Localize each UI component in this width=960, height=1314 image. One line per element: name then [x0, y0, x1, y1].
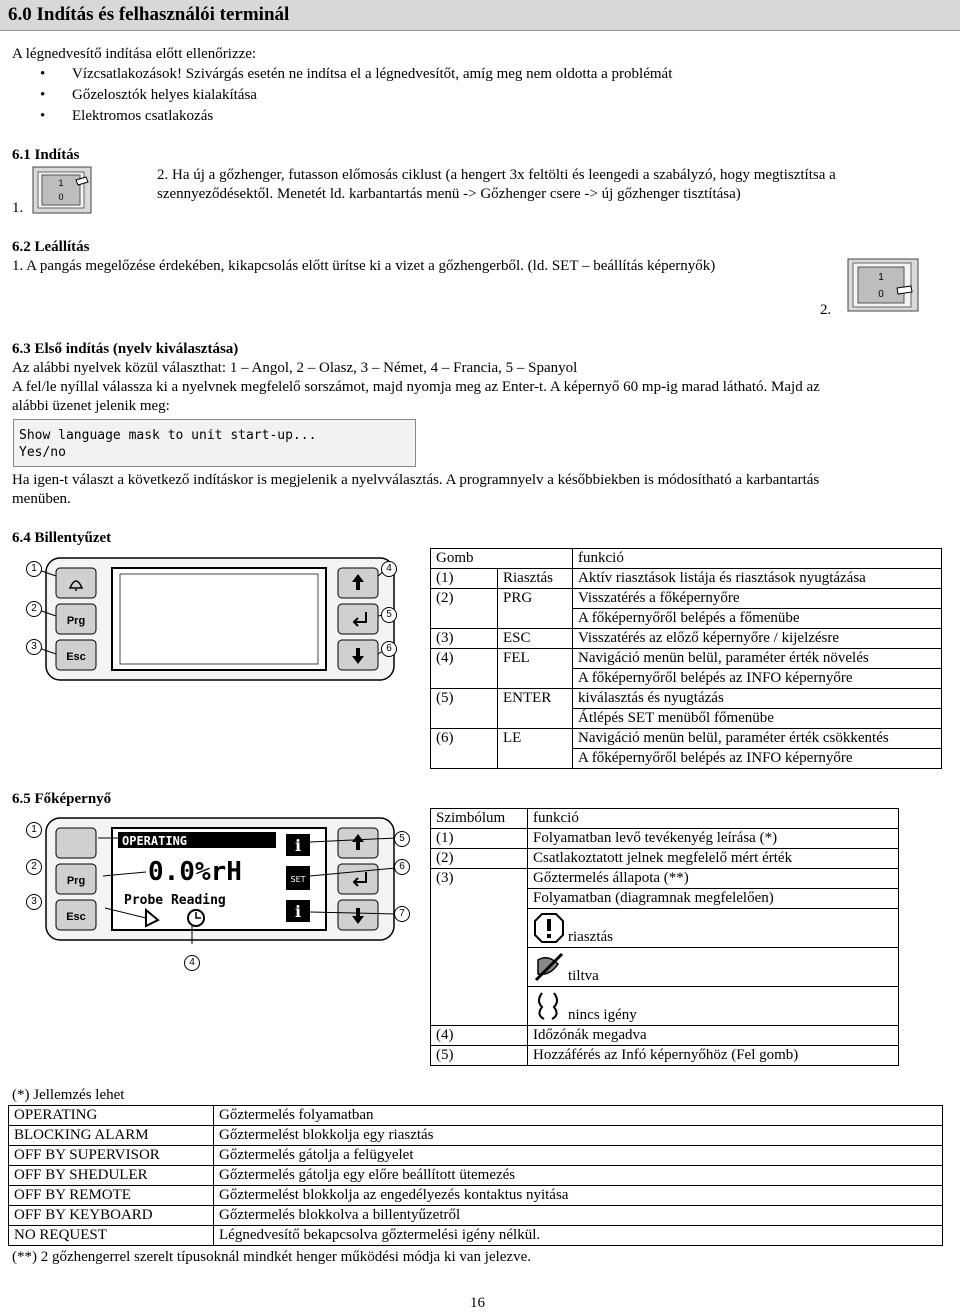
power-switch-off-icon	[847, 258, 919, 312]
table-row: A főképernyőről belépés a főmenübe	[431, 609, 942, 629]
table-row: (2) Csatlakoztatott jelnek megfelelő mért érték	[431, 849, 899, 869]
table-row: (2) PRG Visszatérés a főképernyőre	[431, 589, 942, 609]
table-header-cell: Szimbólum	[431, 809, 528, 829]
heading-6-3: 6.3 Első indítás (nyelv kiválasztása)	[12, 341, 239, 357]
check-list	[40, 64, 672, 127]
callout-3: 3	[26, 894, 42, 910]
table-header-cell: funkció	[573, 549, 942, 569]
symbol-row-no-request: nincs igény	[528, 987, 899, 1026]
table-row: OFF BY SHEDULER Gőztermelés gátolja egy előre beállított ütemezés	[9, 1166, 943, 1186]
table-row: (5) ENTER kiválasztás és nyugtázás	[431, 689, 942, 709]
callout-6: 6	[381, 641, 397, 657]
shutdown-step-2: 2.	[820, 302, 832, 318]
table-row: (4) Időzónák megadva	[431, 1026, 899, 1046]
table-row: (3) ESC Visszatérés az előző képernyőre / kijelzésre	[431, 629, 942, 649]
table-header-cell: funkció	[528, 809, 899, 829]
callout-5: 5	[381, 607, 397, 623]
callout-4: 4	[184, 955, 200, 971]
callout-1: 1	[26, 561, 42, 577]
table-row: (3) Gőztermelés állapota (**)	[431, 869, 899, 889]
page-number: 16	[470, 1295, 485, 1311]
heading-6-1: 6.1 Indítás	[12, 147, 80, 163]
switch-on-label: 1	[878, 272, 884, 283]
language-after-text-cont: menüben.	[12, 491, 71, 507]
svg-text:i: i	[294, 902, 302, 921]
table-row: (1) Folyamatban levő tevékenyég leírása (*)	[431, 829, 899, 849]
switch-on-label: 1	[58, 178, 64, 188]
shutdown-step-1: 1. A pangás megelőzése érdekében, kikapcsolás előtt ürítse ki a vizet a gőzhengerből. (ld. SET – beállítás képernyők)	[12, 258, 716, 274]
esc-key-label: Esc	[66, 911, 86, 923]
table-header-row	[431, 809, 899, 829]
symbol-row-alarm: riasztás	[528, 909, 899, 948]
callout-7: 7	[394, 906, 410, 922]
switch-off-label: 0	[58, 192, 64, 202]
table-row: A főképernyőről belépés az INFO képernyőre	[431, 749, 942, 769]
table-row	[431, 948, 899, 987]
step-2-text-line2: szennyeződésektől. Menetét ld. karbantartás menü -> Gőzhenger csere -> új gőzhenger tisztítása)	[157, 186, 741, 202]
check-item: • Elektromos csatlakozás	[40, 106, 672, 127]
table-row: (1) Riasztás Aktív riasztások listája és riasztások nyugtázása	[431, 569, 942, 589]
table-header-row	[431, 549, 942, 569]
page-title: 6.0 Indítás és felhasználói terminál	[8, 4, 290, 25]
callout-3: 3	[26, 639, 42, 655]
table-row: (4) FEL Navigáció menün belül, paraméter érték növelés	[431, 649, 942, 669]
section-title-bar	[0, 0, 960, 31]
table-row: (5) Hozzáférés az Infó képernyőhöz (Fel gomb)	[431, 1046, 899, 1066]
display-probe-text: Probe Reading	[124, 893, 226, 908]
notes-title: (*) Jellemzés lehet	[12, 1087, 125, 1103]
main-screen-illustration	[20, 814, 420, 944]
table-row: OFF BY SUPERVISOR Gőztermelés gátolja a felügyelet	[9, 1146, 943, 1166]
language-instructions: A fel/le nyíllal válassza ki a nyelvnek megfelelő sorszámot, majd nyomja meg az Enter-t. A képernyő 60 mp-ig marad látható. Majd az	[12, 379, 820, 395]
display-status-text: OPERATING	[122, 834, 188, 848]
table-row: Átlépés SET menüből főmenübe	[431, 709, 942, 729]
table-row: (6) LE Navigáció menün belül, paraméter érték csökkentés	[431, 729, 942, 749]
symbol-table	[430, 808, 899, 1066]
esc-key-label: Esc	[66, 651, 86, 663]
language-instructions-cont: alábbi üzenet jelenik meg:	[12, 398, 170, 414]
table-row	[431, 987, 899, 1026]
prg-key-label: Prg	[66, 875, 86, 887]
heading-6-4: 6.4 Billentyűzet	[12, 530, 112, 546]
heading-6-2: 6.2 Leállítás	[12, 239, 90, 255]
prompt-line: Show language mask to unit start-up...	[19, 428, 317, 443]
table-row: NO REQUEST Légnedvesítő bekapcsolva gőztermelési igény nélkül.	[9, 1226, 943, 1246]
language-after-text: Ha igen-t választ a következő indításkor is megjelenik a nyelvválasztás. A programnyelv a későbbiekben is módosítható a karbantartás	[12, 472, 820, 488]
keyboard-table	[430, 548, 942, 769]
power-switch-icon	[32, 166, 92, 214]
callout-4: 4	[381, 561, 397, 577]
keypad-illustration	[20, 554, 420, 684]
switch-off-label: 0	[878, 289, 884, 300]
table-row: OFF BY REMOTE Gőztermelést blokkolja az engedélyezés kontaktus nyitása	[9, 1186, 943, 1206]
callout-5: 5	[394, 831, 410, 847]
display-value-text: 0.0%rH	[148, 857, 242, 887]
prg-key-label: Prg	[66, 615, 86, 627]
table-row	[431, 909, 899, 948]
prompt-options: Yes/no	[19, 445, 66, 460]
step-2-text-line1: 2. Ha új a gőzhenger, futasson előmosás ciklust (a hengert 3x feltölti és leengedi a szabályzó, hogy megtisztítsa a	[157, 167, 836, 183]
table-header-cell: Gomb	[431, 549, 573, 569]
callout-2: 2	[26, 601, 42, 617]
symbol-row-disabled: tiltva	[528, 948, 899, 987]
table-row: Folyamatban (diagramnak megfelelően)	[431, 889, 899, 909]
check-item: • Gőzelosztók helyes kialakítása	[40, 85, 672, 106]
language-options: Az alábbi nyelvek közül választhat: 1 – Angol, 2 – Olasz, 3 – Német, 4 – Francia, 5 – Spanyol	[12, 360, 578, 376]
table-row: OFF BY KEYBOARD Gőztermelés blokkolva a billentyűzetről	[9, 1206, 943, 1226]
table-row: OPERATING Gőztermelés folyamatban	[9, 1106, 943, 1126]
double-star-note: (**) 2 gőzhengerrel szerelt típusoknál mindkét henger működési módja ki van jelezve.	[12, 1249, 532, 1265]
heading-6-5: 6.5 Főképernyő	[12, 791, 112, 807]
disabled-icon	[532, 950, 566, 984]
svg-text:i: i	[294, 836, 302, 855]
alarm-icon	[532, 911, 566, 945]
callout-6: 6	[394, 859, 410, 875]
states-table	[8, 1105, 943, 1246]
no-request-icon	[532, 989, 566, 1023]
callout-2: 2	[26, 859, 42, 875]
step-1-label: 1.	[12, 200, 24, 216]
table-row: A főképernyőről belépés az INFO képernyőre	[431, 669, 942, 689]
intro-lead: A légnedvesítő indítása előtt ellenőrizze:	[12, 46, 257, 62]
callout-1: 1	[26, 822, 42, 838]
set-icon-label: SET	[290, 875, 306, 884]
table-row: BLOCKING ALARM Gőztermelést blokkolja egy riasztás	[9, 1126, 943, 1146]
language-prompt-screen	[13, 419, 416, 467]
check-item: • Vízcsatlakozások! Szivárgás esetén ne indítsa el a légnedvesítőt, amíg meg nem oldotta a problémát	[40, 64, 672, 85]
